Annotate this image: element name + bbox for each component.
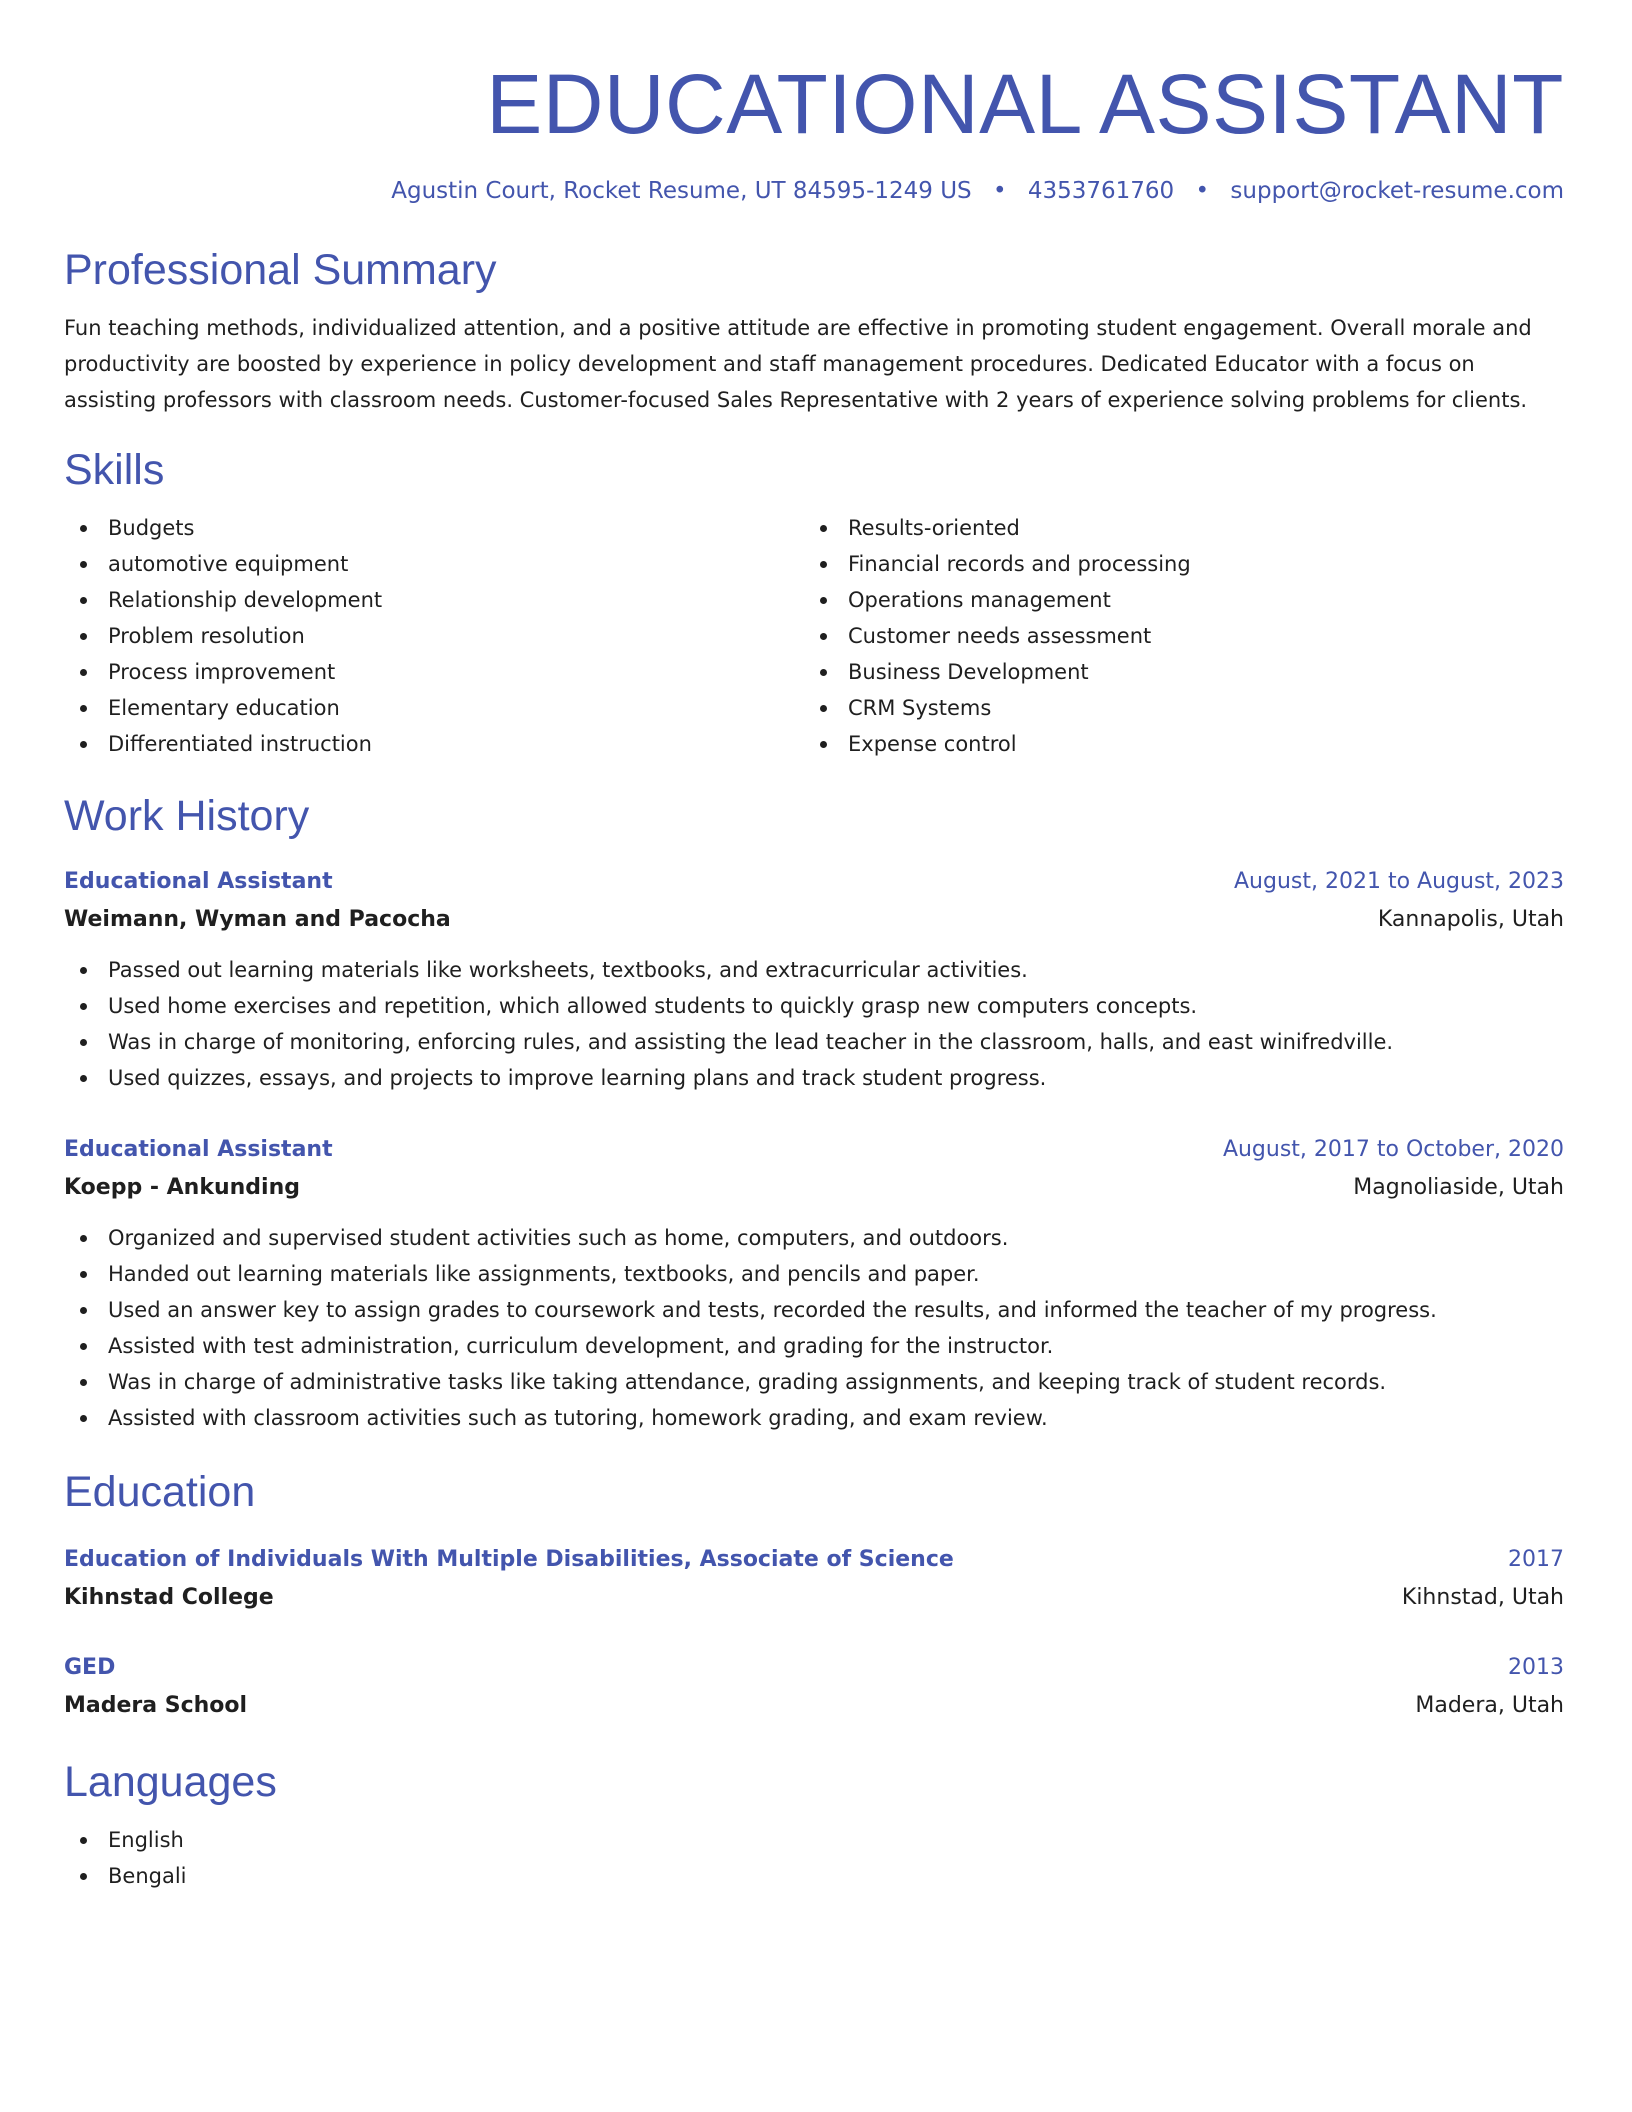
job-duty: Was in charge of administrative tasks like taking attendance, grading assignments, and keeping track of student records. [64, 1364, 1564, 1400]
job-duty: Organized and supervised student activities such as home, computers, and outdoors. [64, 1220, 1564, 1256]
skill-item: Elementary education [64, 690, 804, 726]
languages-section [64, 1756, 1564, 1894]
skill-item: Operations management [804, 582, 1544, 618]
candidate-title: EDUCATIONAL ASSISTANT [486, 57, 1564, 151]
work-history-section [64, 790, 1564, 1436]
skill-item: Process improvement [64, 654, 804, 690]
summary-text: Fun teaching methods, individualized attention, and a positive attitude are effective in promoting student engagement. Overall morale and productivity are boosted by experience in policy development and staff management procedures. Dedicated Educator with a focus on assisting professors with classroom needs. Customer-focused Sales Representative with 2 years of experience solving problems for clients. [64, 316, 1532, 412]
job-dates: August, 2017 to October, 2020 [1222, 1137, 1564, 1162]
job-duty: Handed out learning materials like assignments, textbooks, and pencils and paper. [64, 1256, 1564, 1292]
job-duty: Used home exercises and repetition, which allowed students to quickly grasp new computers concepts. [64, 988, 1564, 1024]
contact-separator: • [1195, 178, 1210, 204]
summary-heading: Professional Summary [64, 246, 497, 294]
skill-item: Problem resolution [64, 618, 804, 654]
skills-list-left [64, 510, 804, 762]
skills-heading: Skills [64, 446, 165, 494]
contact-email: support@rocket-resume.com [1230, 178, 1564, 204]
degree-name: GED [64, 1655, 116, 1680]
skill-item: Customer needs assessment [804, 618, 1544, 654]
job-duty: Assisted with test administration, curriculum development, and grading for the instructor. [64, 1328, 1564, 1364]
job-dates: August, 2021 to August, 2023 [1234, 869, 1564, 894]
contact-phone: 4353761760 [1027, 178, 1175, 204]
skill-item: Expense control [804, 726, 1544, 762]
degree-name: Education of Individuals With Multiple Disabilities, Associate of Science [64, 1547, 954, 1572]
job-duty: Passed out learning materials like worksheets, textbooks, and extracurricular activities. [64, 952, 1564, 988]
language-item: Bengali [64, 1858, 1564, 1894]
school-name: Kihnstad College [64, 1585, 274, 1610]
job-location: Magnoliaside, Utah [1353, 1175, 1564, 1200]
skill-item: Financial records and processing [804, 546, 1544, 582]
graduation-year: 2017 [1508, 1547, 1564, 1572]
job-duty: Used quizzes, essays, and projects to improve learning plans and track student progress. [64, 1060, 1564, 1096]
job-duties-list [64, 952, 1564, 1096]
job-entry [64, 1132, 1564, 1436]
education-heading: Education [64, 1468, 256, 1516]
resume-header [64, 50, 1564, 206]
employer-name: Koepp - Ankunding [64, 1175, 300, 1200]
languages-heading: Languages [64, 1758, 277, 1806]
graduation-year: 2013 [1508, 1655, 1564, 1680]
skill-item: Results-oriented [804, 510, 1544, 546]
education-section [64, 1466, 1564, 1726]
contact-line [64, 176, 1564, 206]
skill-item: Differentiated instruction [64, 726, 804, 762]
job-title: Educational Assistant [64, 1137, 333, 1162]
language-item: English [64, 1822, 1564, 1858]
skill-item: Relationship development [64, 582, 804, 618]
job-title: Educational Assistant [64, 869, 333, 894]
education-entry [64, 1650, 1564, 1726]
skill-item: Budgets [64, 510, 804, 546]
job-location: Kannapolis, Utah [1377, 907, 1564, 932]
skills-list-right [804, 510, 1544, 762]
education-entry [64, 1542, 1564, 1618]
skill-item: Business Development [804, 654, 1544, 690]
school-location: Madera, Utah [1415, 1693, 1564, 1718]
skills-section [64, 444, 1564, 762]
summary-section [64, 244, 1564, 418]
employer-name: Weimann, Wyman and Pacocha [64, 907, 451, 932]
skill-item: CRM Systems [804, 690, 1544, 726]
school-name: Madera School [64, 1693, 248, 1718]
languages-list [64, 1822, 1564, 1894]
contact-separator: • [992, 178, 1007, 204]
contact-address: Agustin Court, Rocket Resume, UT 84595-1249 US [391, 178, 972, 204]
job-duty: Assisted with classroom activities such as tutoring, homework grading, and exam review. [64, 1400, 1564, 1436]
job-duties-list [64, 1220, 1564, 1436]
job-duty: Used an answer key to assign grades to coursework and tests, recorded the results, and informed the teacher of my progress. [64, 1292, 1564, 1328]
work-history-heading: Work History [64, 792, 310, 840]
job-entry [64, 864, 1564, 1096]
skill-item: automotive equipment [64, 546, 804, 582]
skills-columns [64, 510, 1564, 762]
resume-page [64, 50, 1564, 1894]
job-duty: Was in charge of monitoring, enforcing rules, and assisting the lead teacher in the classroom, halls, and east winifredville. [64, 1024, 1564, 1060]
school-location: Kihnstad, Utah [1401, 1585, 1564, 1610]
